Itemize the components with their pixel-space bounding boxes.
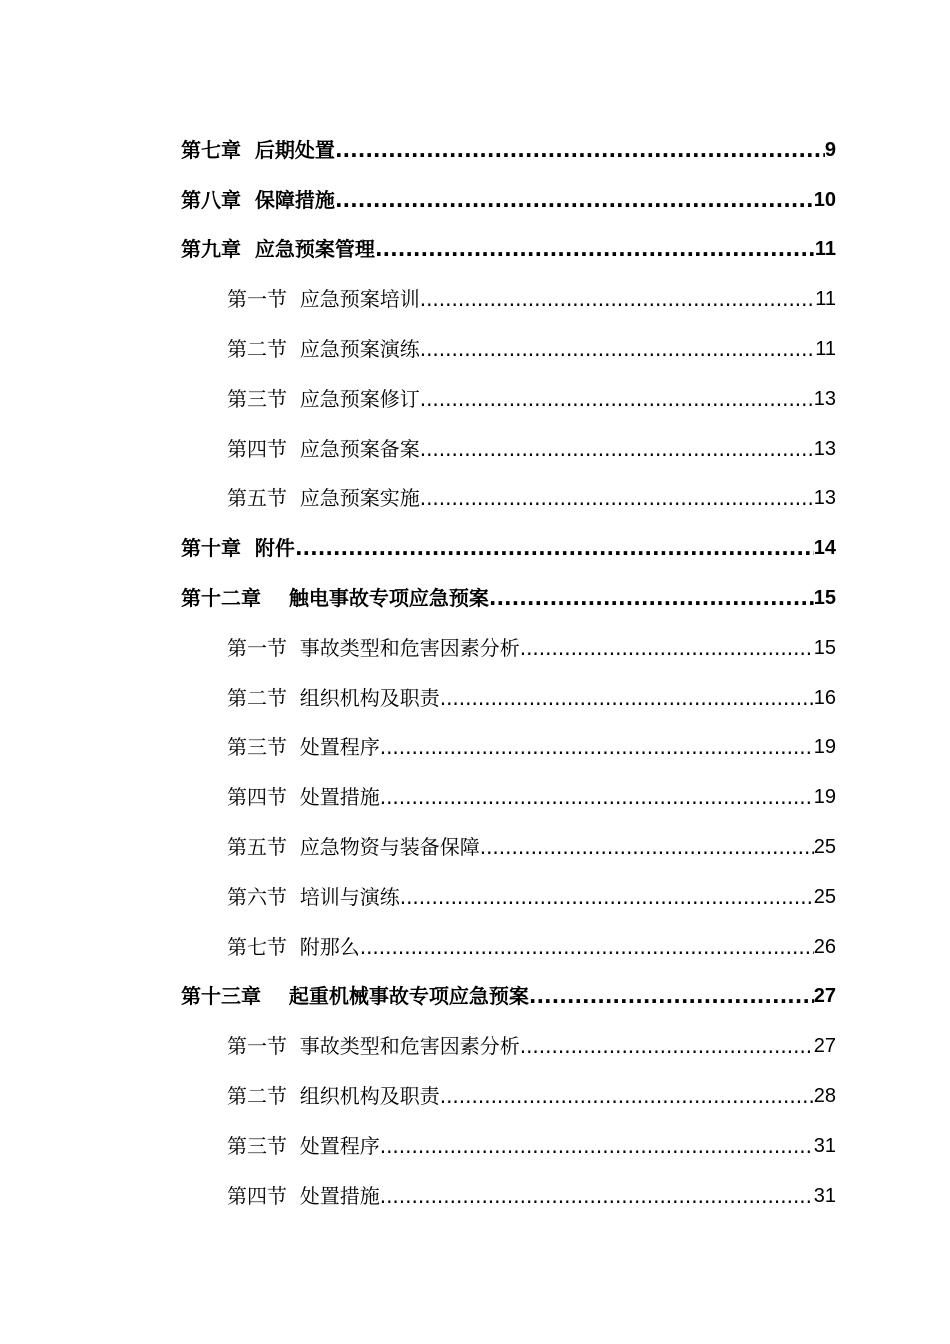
toc-entry-title: 第二节 应急预案演练 [227,337,420,362]
toc-page-number: 10 [813,188,836,211]
toc-section-row[interactable] [0,673,836,723]
toc-leader-dots [420,287,816,311]
toc-section-row[interactable] [0,374,836,424]
toc-entry-title: 第一节 事故类型和危害因素分析 [227,635,520,660]
toc-chapter-row[interactable] [0,175,836,225]
toc-leader-dots [335,138,825,162]
toc-section-row[interactable] [0,872,836,922]
toc-page-number: 19 [813,786,836,809]
toc-page-number: 14 [813,537,836,560]
toc-entry-title: 第六节 培训与演练 [227,884,400,909]
toc-page-number: 15 [813,587,836,610]
table-of-contents [0,125,950,1221]
toc-section-row[interactable] [0,1121,836,1171]
toc-leader-dots [375,237,815,261]
toc-entry-title: 第五节 应急预案实施 [227,486,420,511]
toc-entry-title: 第二节 组织机构及职责 [227,685,440,710]
toc-leader-dots [400,885,814,909]
toc-page-number: 11 [815,288,836,311]
toc-page-number: 16 [813,686,836,709]
toc-chapter-row[interactable] [0,523,836,573]
toc-chapter-row[interactable] [0,125,836,175]
toc-entry-title: 第四节 处置措施 [227,1183,380,1208]
toc-page-number: 25 [813,885,836,908]
toc-leader-dots [420,387,814,411]
toc-entry-title: 第一节 事故类型和危害因素分析 [227,1034,520,1059]
toc-entry-title: 第十二章 触电事故专项应急预案 [181,586,489,611]
toc-entry-title: 第十章 附件 [181,536,295,561]
toc-entry-title: 第八章 保障措施 [181,187,335,212]
toc-leader-dots [335,188,814,212]
toc-entry-title: 第四节 处置措施 [227,785,380,810]
toc-leader-dots [520,1034,814,1058]
toc-leader-dots [380,1134,814,1158]
toc-entry-title: 第四节 应急预案备案 [227,436,420,461]
toc-entry-title: 第三节 处置程序 [227,1133,380,1158]
toc-leader-dots [440,686,814,710]
toc-leader-dots [380,1184,814,1208]
toc-section-row[interactable] [0,772,836,822]
toc-section-row[interactable] [0,424,836,474]
toc-entry-title: 第三节 应急预案修订 [227,386,420,411]
toc-leader-dots [380,785,814,809]
toc-entry-title: 第一节 应急预案培训 [227,287,420,312]
toc-section-row[interactable] [0,822,836,872]
toc-section-row[interactable] [0,1021,836,1071]
toc-leader-dots [420,486,814,510]
toc-page-number: 13 [813,387,836,410]
toc-page-number: 25 [813,836,836,859]
toc-chapter-row[interactable] [0,225,836,275]
toc-page-number: 9 [824,138,836,161]
toc-entry-title: 第七章 后期处置 [181,137,335,162]
toc-section-row[interactable] [0,274,836,324]
toc-leader-dots [295,536,814,560]
toc-leader-dots [380,735,814,759]
toc-entry-title: 第七节 附那么 [227,934,360,959]
toc-page-number: 13 [813,487,836,510]
toc-entry-title: 第二节 组织机构及职责 [227,1084,440,1109]
toc-leader-dots [480,835,814,859]
toc-entry-title: 第九章 应急预案管理 [181,237,375,262]
toc-page-number: 15 [813,636,836,659]
toc-entry-title: 第三节 处置程序 [227,735,380,760]
toc-entry-title: 第十三章 起重机械事故专项应急预案 [181,984,529,1009]
toc-leader-dots [420,437,814,461]
toc-page-number: 31 [813,1134,836,1157]
toc-page-number: 27 [813,985,836,1008]
toc-leader-dots [529,984,814,1008]
toc-leader-dots [440,1084,814,1108]
toc-chapter-row[interactable] [0,972,836,1022]
toc-leader-dots [420,337,816,361]
toc-page-number: 11 [815,338,836,361]
toc-leader-dots [489,586,814,610]
toc-section-row[interactable] [0,1171,836,1221]
toc-page-number: 31 [813,1184,836,1207]
toc-page-number: 27 [813,1035,836,1058]
toc-entry-title: 第五节 应急物资与装备保障 [227,835,480,860]
toc-page-number: 19 [813,736,836,759]
toc-page-number: 28 [813,1085,836,1108]
toc-section-row[interactable] [0,324,836,374]
toc-section-row[interactable] [0,922,836,972]
toc-page-number: 11 [814,238,836,261]
toc-section-row[interactable] [0,1071,836,1121]
toc-leader-dots [360,935,814,959]
toc-section-row[interactable] [0,723,836,773]
toc-section-row[interactable] [0,623,836,673]
toc-page-number: 13 [813,437,836,460]
toc-leader-dots [520,636,814,660]
toc-page-number: 26 [813,935,836,958]
toc-section-row[interactable] [0,474,836,524]
toc-chapter-row[interactable] [0,573,836,623]
